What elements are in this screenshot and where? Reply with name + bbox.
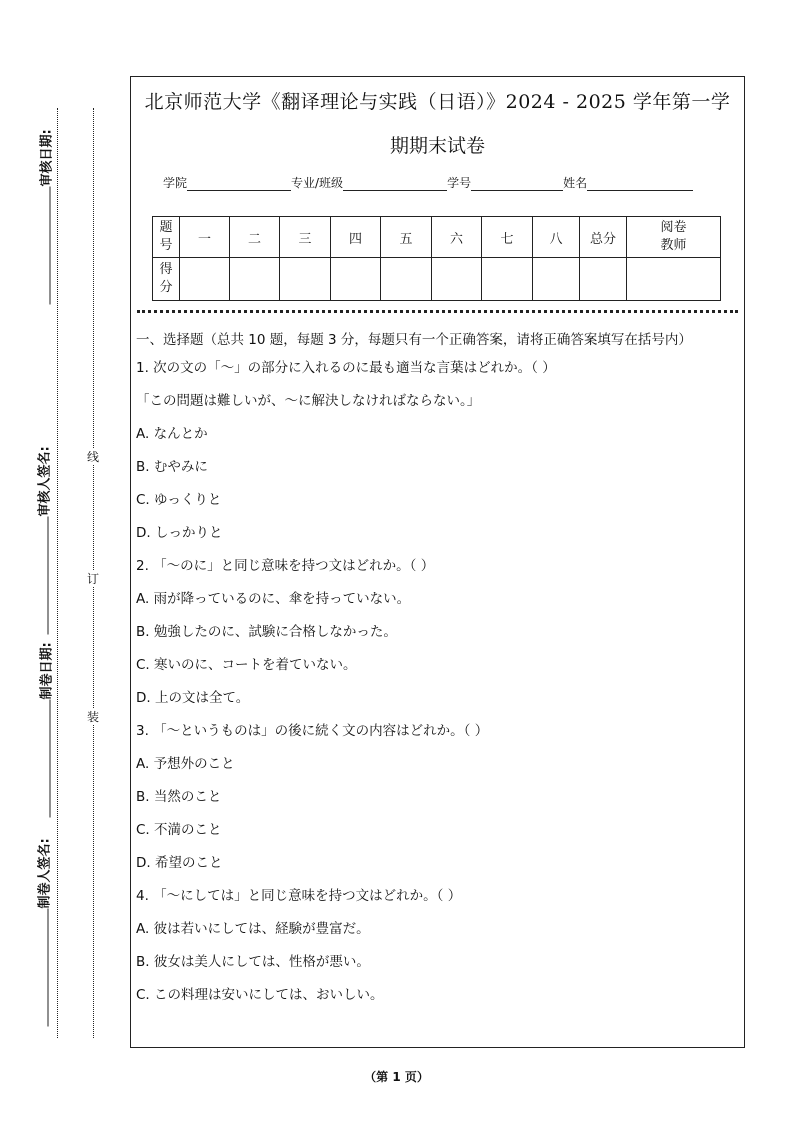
option: B. 当然のこと bbox=[136, 789, 222, 805]
option: D. 上の文は全て。 bbox=[136, 690, 250, 706]
option: B. むやみに bbox=[136, 459, 208, 475]
score-label: 得 分 bbox=[153, 258, 180, 301]
college-blank[interactable] bbox=[187, 177, 291, 191]
column-header: 四 bbox=[331, 217, 381, 258]
setter-date-blank[interactable] bbox=[40, 700, 51, 818]
question-stem: 1. 次の文の「～」の部分に入れるのに最も適当な言葉はどれか。（ ） bbox=[136, 360, 556, 376]
score-table-header-row bbox=[153, 217, 721, 258]
column-header-total: 总分 bbox=[580, 217, 627, 258]
score-cell-total[interactable] bbox=[580, 258, 627, 301]
student-id-blank[interactable] bbox=[471, 177, 563, 191]
review-date-blank[interactable] bbox=[40, 187, 51, 305]
score-cell[interactable] bbox=[533, 258, 580, 301]
name-label: 姓名 bbox=[563, 176, 588, 190]
binding-char-staple: 订 bbox=[86, 572, 99, 586]
score-cell[interactable] bbox=[381, 258, 432, 301]
score-cell[interactable] bbox=[331, 258, 381, 301]
column-header: 一 bbox=[180, 217, 230, 258]
major-class-blank[interactable] bbox=[343, 177, 447, 191]
question-stem: 3. 「～というものは」の後に続く文の内容はどれか。（ ） bbox=[136, 723, 489, 739]
student-id-label: 学号 bbox=[447, 176, 472, 190]
option: A. なんとか bbox=[136, 426, 208, 442]
option: C. この料理は安いにしては、おいしい。 bbox=[136, 987, 384, 1003]
student-info-row bbox=[163, 174, 693, 191]
reviewer-signature-label: 审核人签名: bbox=[37, 446, 53, 517]
column-header: 五 bbox=[381, 217, 432, 258]
name-blank[interactable] bbox=[587, 177, 693, 191]
college-label: 学院 bbox=[163, 176, 188, 190]
reviewer-signature-field bbox=[34, 446, 53, 635]
setter-date-field bbox=[36, 642, 55, 818]
section-multiple-choice bbox=[136, 329, 736, 1017]
score-cell[interactable] bbox=[230, 258, 280, 301]
question-stem: 2. 「～のに」と同じ意味を持つ文はどれか。（ ） bbox=[136, 558, 435, 574]
option: D. 希望のこと bbox=[136, 855, 223, 871]
grader-cell[interactable] bbox=[627, 258, 721, 301]
setter-date-label: 制卷日期: bbox=[39, 642, 55, 700]
dotted-separator bbox=[137, 310, 738, 313]
review-date-field bbox=[36, 129, 55, 305]
column-header: 六 bbox=[432, 217, 482, 258]
binding-line-outer bbox=[57, 108, 58, 1038]
page-number: （第 1 页） bbox=[364, 1070, 429, 1084]
option: B. 彼女は美人にしては、性格が悪い。 bbox=[136, 954, 370, 970]
option: A. 雨が降っているのに、傘を持っていない。 bbox=[136, 591, 411, 607]
question-stem: 4. 「～にしては」と同じ意味を持つ文はどれか。（ ） bbox=[136, 888, 462, 904]
section-title: 一、选择题（总共 10 题，每题 3 分，每题只有一个正确答案，请将正确答案填写在括号内） bbox=[136, 332, 692, 348]
option: B. 勉強したのに、試験に合格しなかった。 bbox=[136, 624, 397, 640]
exam-title-line2: 期期末试卷 bbox=[389, 135, 485, 157]
reviewer-signature-blank[interactable] bbox=[38, 517, 49, 635]
grader-label: 阅卷 教师 bbox=[627, 217, 721, 258]
score-cell[interactable] bbox=[280, 258, 331, 301]
option: D. しっかりと bbox=[136, 525, 223, 541]
binding-char-bind: 装 bbox=[86, 710, 99, 724]
setter-signature-field bbox=[34, 838, 53, 1027]
column-header: 三 bbox=[280, 217, 331, 258]
column-header: 二 bbox=[230, 217, 280, 258]
review-date-label: 审核日期: bbox=[39, 129, 55, 187]
exam-title-line1: 北京师范大学《翻译理论与实践（日语）》2024 - 2025 学年第一学 bbox=[144, 91, 731, 113]
score-table bbox=[152, 216, 721, 301]
column-header: 八 bbox=[533, 217, 580, 258]
option: C. 不満のこと bbox=[136, 822, 222, 838]
score-cell[interactable] bbox=[482, 258, 533, 301]
option: C. ゆっくりと bbox=[136, 492, 222, 508]
binding-char-line: 线 bbox=[86, 450, 99, 464]
option: A. 予想外のこと bbox=[136, 756, 235, 772]
setter-signature-label: 制卷人签名: bbox=[37, 838, 53, 909]
question-sentence: 「この問題は難しいが、～に解決しなければならない。」 bbox=[136, 393, 481, 409]
question-number-label: 题 号 bbox=[153, 217, 180, 258]
option: A. 彼は若いにしては、経験が豊富だ。 bbox=[136, 921, 370, 937]
setter-signature-blank[interactable] bbox=[38, 909, 49, 1027]
option: C. 寒いのに、コートを着ていない。 bbox=[136, 657, 357, 673]
column-header: 七 bbox=[482, 217, 533, 258]
score-table-score-row bbox=[153, 258, 721, 301]
score-cell[interactable] bbox=[180, 258, 230, 301]
major-class-label: 专业/班级 bbox=[291, 176, 344, 190]
exam-frame bbox=[130, 76, 745, 1048]
score-cell[interactable] bbox=[432, 258, 482, 301]
